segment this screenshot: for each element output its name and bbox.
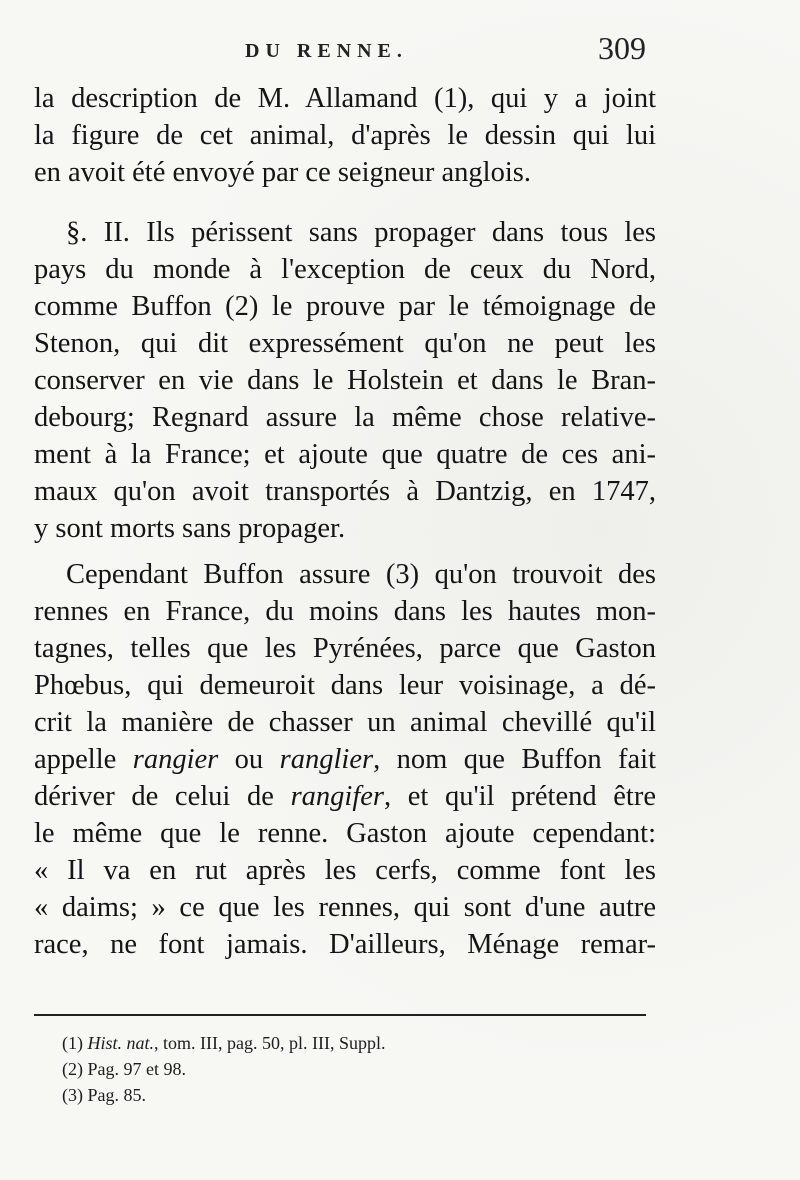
footnote-rule	[34, 1014, 646, 1016]
text-line: le même que le renne. Gaston ajoute cependant:	[34, 818, 656, 849]
text-line: debourg; Regnard assure la même chose relative-	[34, 402, 656, 433]
footnote-2: (2) Pag. 97 et 98.	[62, 1059, 186, 1079]
footnote-1	[62, 1030, 385, 1056]
text-line: y sont morts sans propager.	[34, 513, 346, 544]
text-line: la description de M. Allamand (1), qui y a joint	[34, 83, 656, 114]
text-line: Phœbus, qui demeuroit dans leur voisinage, a dé-	[34, 670, 656, 701]
italic-term: rangier	[132, 744, 219, 775]
text-line: comme Buffon (2) le prouve par le témoignage de	[34, 291, 656, 322]
text-segment: dériver de celui de	[34, 781, 291, 812]
text-segment: , nom que Buffon fait	[373, 744, 656, 775]
text-line: tagnes, telles que les Pyrénées, parce que Gaston	[34, 633, 656, 664]
text-line: « daims; » ce que les rennes, qui sont d'une autre	[34, 892, 656, 923]
text-line: « Il va en rut après les cerfs, comme font les	[34, 855, 656, 886]
text-line: Cependant Buffon assure (3) qu'on trouvoit des	[66, 559, 656, 590]
text-segment: , et qu'il prétend être	[383, 781, 656, 812]
italic-term: ranglier	[279, 744, 374, 775]
text-line: ment à la France; et ajoute que quatre de ces ani-	[34, 439, 656, 470]
footnote-marker: (1)	[62, 1033, 88, 1053]
footnotes	[62, 1030, 385, 1108]
footnote-text: , tom. III, pag. 50, pl. III, Suppl.	[154, 1033, 386, 1053]
text-line: rennes en France, du moins dans les hautes mon-	[34, 596, 656, 627]
page-number: 309	[598, 30, 646, 66]
paragraph-3	[34, 556, 656, 963]
text-line: crit la manière de chasser un animal chevillé qu'il	[34, 707, 656, 738]
text-line	[34, 741, 656, 778]
text-line: Stenon, qui dit expressément qu'on ne peut les	[34, 328, 656, 359]
body-text	[34, 80, 656, 963]
text-line: race, ne font jamais. D'ailleurs, Ménage remar-	[34, 929, 656, 960]
paragraph-1	[34, 80, 656, 191]
text-line: maux qu'on avoit transportés à Dantzig, en 1747,	[34, 476, 656, 507]
text-segment: appelle	[34, 744, 133, 775]
running-head: DU RENNE.	[245, 40, 408, 62]
text-segment: ou	[218, 744, 280, 775]
paragraph-2	[34, 214, 656, 547]
paragraph-gap	[34, 191, 656, 214]
footnote-3: (3) Pag. 85.	[62, 1085, 146, 1105]
text-line: pays du monde à l'exception de ceux du Nord,	[34, 254, 656, 285]
italic-term: rangifer	[290, 781, 384, 812]
text-line: en avoit été envoyé par ce seigneur anglois.	[34, 157, 531, 188]
text-line: conserver en vie dans le Holstein et dans le Bran-	[34, 365, 656, 396]
text-line: §. II. Ils périssent sans propager dans tous les	[66, 217, 656, 248]
paragraph-gap	[34, 547, 656, 556]
text-line: la figure de cet animal, d'après le dessin qui lui	[34, 120, 656, 151]
footnote-title: Hist. nat.	[87, 1033, 155, 1053]
text-line	[34, 778, 656, 815]
